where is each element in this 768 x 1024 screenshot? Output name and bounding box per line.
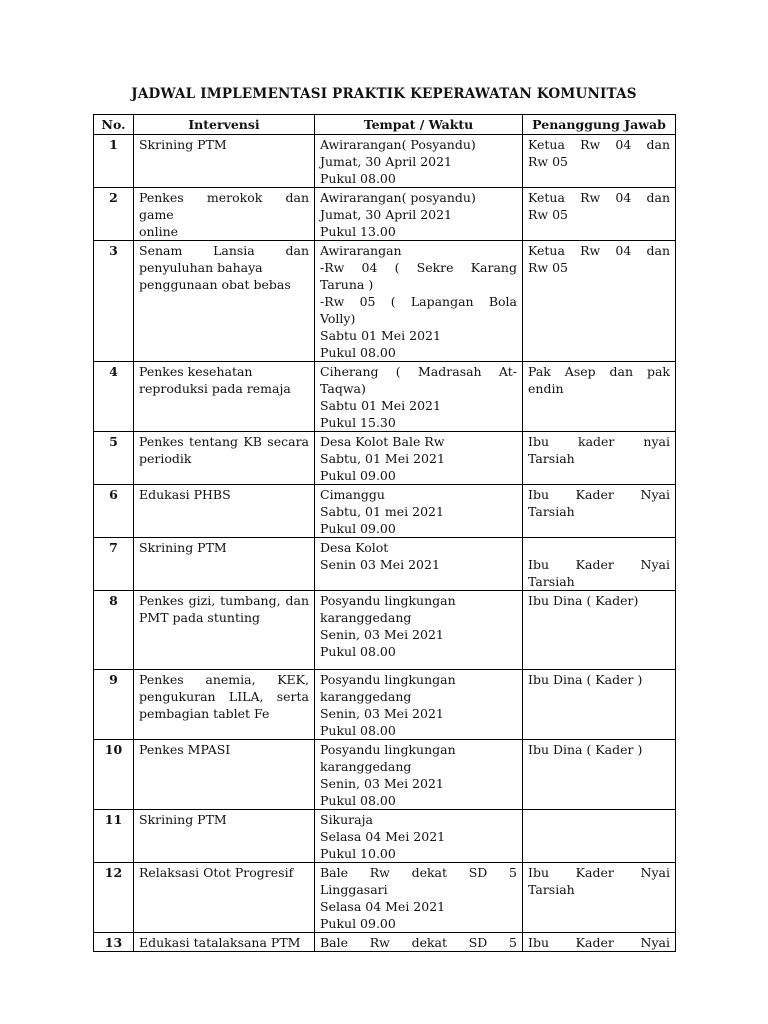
- cell-tempat-waktu: [315, 432, 523, 485]
- cell-tempat-waktu: [315, 670, 523, 740]
- cell-line: Sabtu 01 Mei 2021: [320, 328, 441, 343]
- cell-line: pembagian tablet Fe: [139, 706, 270, 721]
- header-intervensi: Intervensi: [134, 115, 315, 135]
- cell-line: [528, 539, 670, 556]
- cell-line: penyuluhan bahaya: [139, 260, 263, 275]
- cell-intervensi: [134, 740, 315, 810]
- cell-line: Skrining PTM: [139, 137, 227, 152]
- table-body: [94, 135, 676, 952]
- cell-penanggung-jawab: [523, 538, 676, 591]
- table-row: [94, 135, 676, 188]
- cell-line: Sabtu, 01 Mei 2021: [320, 451, 445, 466]
- cell-line: Pak Asep dan pak: [528, 364, 670, 379]
- cell-penanggung-jawab: [523, 740, 676, 810]
- cell-line: Edukasi PHBS: [139, 487, 231, 502]
- cell-intervensi: [134, 810, 315, 863]
- cell-line: Sikuraja: [320, 812, 373, 827]
- page-title: JADWAL IMPLEMENTASI PRAKTIK KEPERAWATAN KOMUNITAS: [131, 86, 637, 102]
- cell-line: Tarsiah: [528, 574, 575, 589]
- cell-tempat-waktu: [315, 538, 523, 591]
- cell-tempat-waktu: [315, 591, 523, 670]
- cell-line: Tarsiah: [528, 882, 575, 897]
- cell-line: Edukasi tatalaksana PTM: [139, 935, 301, 950]
- cell-line: Ketua Rw 04 dan: [528, 190, 670, 205]
- cell-intervensi: [134, 591, 315, 670]
- cell-no: 4: [94, 362, 134, 432]
- cell-line: Skrining PTM: [139, 812, 227, 827]
- cell-line: Pukul 09.00: [320, 521, 396, 536]
- cell-line: Bale Rw dekat SD 5: [320, 935, 517, 950]
- cell-line: Penkes tentang KB secara: [139, 434, 309, 449]
- cell-no: 7: [94, 538, 134, 591]
- cell-no: 12: [94, 863, 134, 933]
- cell-intervensi: [134, 241, 315, 362]
- cell-line: karanggedang: [320, 610, 412, 625]
- cell-line: Pukul 15.30: [320, 415, 396, 430]
- cell-line: Bale Rw dekat SD 5: [320, 865, 517, 880]
- cell-line: Pukul 08.00: [320, 644, 396, 659]
- cell-intervensi: [134, 432, 315, 485]
- cell-line: Awirarangan: [320, 243, 402, 258]
- table-row: [94, 933, 676, 952]
- cell-line: Ibu Kader Nyai: [528, 865, 670, 880]
- cell-line: Pukul 13.00: [320, 224, 396, 239]
- table-row: [94, 591, 676, 670]
- cell-line: Taqwa): [320, 381, 366, 396]
- cell-line: Volly): [320, 311, 356, 326]
- cell-no: 5: [94, 432, 134, 485]
- cell-line: Jumat, 30 April 2021: [320, 207, 453, 222]
- cell-no: 8: [94, 591, 134, 670]
- cell-line: Tarsiah: [528, 451, 575, 466]
- cell-penanggung-jawab: [523, 362, 676, 432]
- header-penanggung-jawab: Penanggung Jawab: [523, 115, 676, 135]
- cell-line: Cimanggu: [320, 487, 385, 502]
- cell-line: -Rw 05 ( Lapangan Bola: [320, 294, 517, 309]
- table-row: [94, 241, 676, 362]
- table-row: [94, 188, 676, 241]
- cell-line: [528, 811, 670, 828]
- cell-penanggung-jawab: [523, 591, 676, 670]
- cell-line: karanggedang: [320, 689, 412, 704]
- table-row: [94, 740, 676, 810]
- cell-line: Taruna ): [320, 277, 374, 292]
- table-row: [94, 863, 676, 933]
- cell-line: Rw 05: [528, 207, 568, 222]
- header-no: No.: [94, 115, 134, 135]
- cell-line: Senin, 03 Mei 2021: [320, 627, 444, 642]
- cell-line: Jumat, 30 April 2021: [320, 154, 453, 169]
- cell-line: Ibu kader nyai: [528, 434, 670, 449]
- cell-penanggung-jawab: [523, 241, 676, 362]
- cell-line: Tarsiah: [528, 504, 575, 519]
- cell-intervensi: [134, 135, 315, 188]
- cell-line: karanggedang: [320, 759, 412, 774]
- cell-line: PMT pada stunting: [139, 610, 261, 625]
- cell-penanggung-jawab: [523, 188, 676, 241]
- cell-intervensi: [134, 933, 315, 952]
- cell-tempat-waktu: [315, 810, 523, 863]
- cell-tempat-waktu: [315, 362, 523, 432]
- cell-tempat-waktu: [315, 740, 523, 810]
- cell-no: 11: [94, 810, 134, 863]
- cell-intervensi: [134, 670, 315, 740]
- cell-line: Pukul 09.00: [320, 468, 396, 483]
- cell-line: Pukul 08.00: [320, 171, 396, 186]
- cell-line: Pukul 08.00: [320, 723, 396, 738]
- table-row: [94, 538, 676, 591]
- cell-line: online: [139, 224, 179, 239]
- cell-line: Ciherang ( Madrasah At-: [320, 364, 517, 379]
- cell-line: Penkes kesehatan: [139, 364, 253, 379]
- schedule-table: [93, 114, 676, 952]
- cell-tempat-waktu: [315, 485, 523, 538]
- cell-line: Ibu Dina ( Kader ): [528, 672, 643, 687]
- cell-line: Pukul 08.00: [320, 345, 396, 360]
- table-header-row: [94, 115, 676, 135]
- cell-line: Ketua Rw 04 dan: [528, 243, 670, 258]
- table-row: [94, 485, 676, 538]
- cell-penanggung-jawab: [523, 135, 676, 188]
- cell-intervensi: [134, 188, 315, 241]
- cell-no: 2: [94, 188, 134, 241]
- cell-line: Rw 05: [528, 154, 568, 169]
- cell-line: Pukul 09.00: [320, 916, 396, 931]
- cell-line: Sabtu 01 Mei 2021: [320, 398, 441, 413]
- cell-no: 13: [94, 933, 134, 952]
- cell-no: 1: [94, 135, 134, 188]
- cell-line: pengukuran LILA, serta: [139, 689, 309, 704]
- cell-line: Linggasari: [320, 882, 388, 897]
- cell-line: Selasa 04 Mei 2021: [320, 899, 446, 914]
- cell-tempat-waktu: [315, 933, 523, 952]
- cell-line: Desa Kolot Bale Rw: [320, 434, 445, 449]
- cell-tempat-waktu: [315, 188, 523, 241]
- cell-line: Desa Kolot: [320, 540, 389, 555]
- cell-intervensi: [134, 863, 315, 933]
- cell-line: Relaksasi Otot Progresif: [139, 865, 294, 880]
- cell-penanggung-jawab: [523, 432, 676, 485]
- table-row: [94, 432, 676, 485]
- cell-line: Rw 05: [528, 260, 568, 275]
- cell-line: endin: [528, 381, 564, 396]
- cell-line: reproduksi pada remaja: [139, 381, 291, 396]
- cell-penanggung-jawab: [523, 670, 676, 740]
- cell-penanggung-jawab: [523, 485, 676, 538]
- cell-line: Senin, 03 Mei 2021: [320, 706, 444, 721]
- cell-line: Ibu Kader Nyai: [528, 557, 670, 572]
- cell-line: Ketua Rw 04 dan: [528, 137, 670, 152]
- cell-intervensi: [134, 362, 315, 432]
- cell-intervensi: [134, 485, 315, 538]
- cell-line: Skrining PTM: [139, 540, 227, 555]
- cell-no: 10: [94, 740, 134, 810]
- cell-line: penggunaan obat bebas: [139, 277, 291, 292]
- cell-line: Ibu Dina ( Kader): [528, 593, 639, 608]
- cell-line: Awirarangan( posyandu): [320, 190, 476, 205]
- cell-penanggung-jawab: [523, 863, 676, 933]
- cell-penanggung-jawab: [523, 933, 676, 952]
- cell-line: Senam Lansia dan: [139, 243, 309, 258]
- cell-line: Posyandu lingkungan: [320, 672, 456, 687]
- cell-line: Penkes anemia, KEK,: [139, 672, 309, 687]
- table-row: [94, 670, 676, 740]
- cell-line: -Rw 04 ( Sekre Karang: [320, 260, 517, 275]
- header-tempat-waktu: Tempat / Waktu: [315, 115, 523, 135]
- cell-line: Senin 03 Mei 2021: [320, 557, 440, 572]
- cell-line: Selasa 04 Mei 2021: [320, 829, 446, 844]
- cell-intervensi: [134, 538, 315, 591]
- cell-line: Posyandu lingkungan: [320, 742, 456, 757]
- table-row: [94, 810, 676, 863]
- cell-line: Sabtu, 01 mei 2021: [320, 504, 444, 519]
- cell-line: Pukul 10.00: [320, 846, 396, 861]
- cell-line: Ibu Kader Nyai: [528, 935, 670, 950]
- cell-tempat-waktu: [315, 135, 523, 188]
- cell-line: Senin, 03 Mei 2021: [320, 776, 444, 791]
- cell-line: Posyandu lingkungan: [320, 593, 456, 608]
- cell-line: Ibu Dina ( Kader ): [528, 742, 643, 757]
- cell-line: periodik: [139, 451, 192, 466]
- cell-line: Penkes MPASI: [139, 742, 231, 757]
- cell-line: Penkes merokok dan game: [139, 190, 309, 222]
- cell-penanggung-jawab: [523, 810, 676, 863]
- cell-no: 9: [94, 670, 134, 740]
- table-row: [94, 362, 676, 432]
- cell-line: Awirarangan( Posyandu): [320, 137, 476, 152]
- cell-tempat-waktu: [315, 863, 523, 933]
- cell-no: 3: [94, 241, 134, 362]
- cell-line: Penkes gizi, tumbang, dan: [139, 593, 309, 608]
- cell-tempat-waktu: [315, 241, 523, 362]
- cell-line: Pukul 08.00: [320, 793, 396, 808]
- cell-line: Ibu Kader Nyai: [528, 487, 670, 502]
- cell-no: 6: [94, 485, 134, 538]
